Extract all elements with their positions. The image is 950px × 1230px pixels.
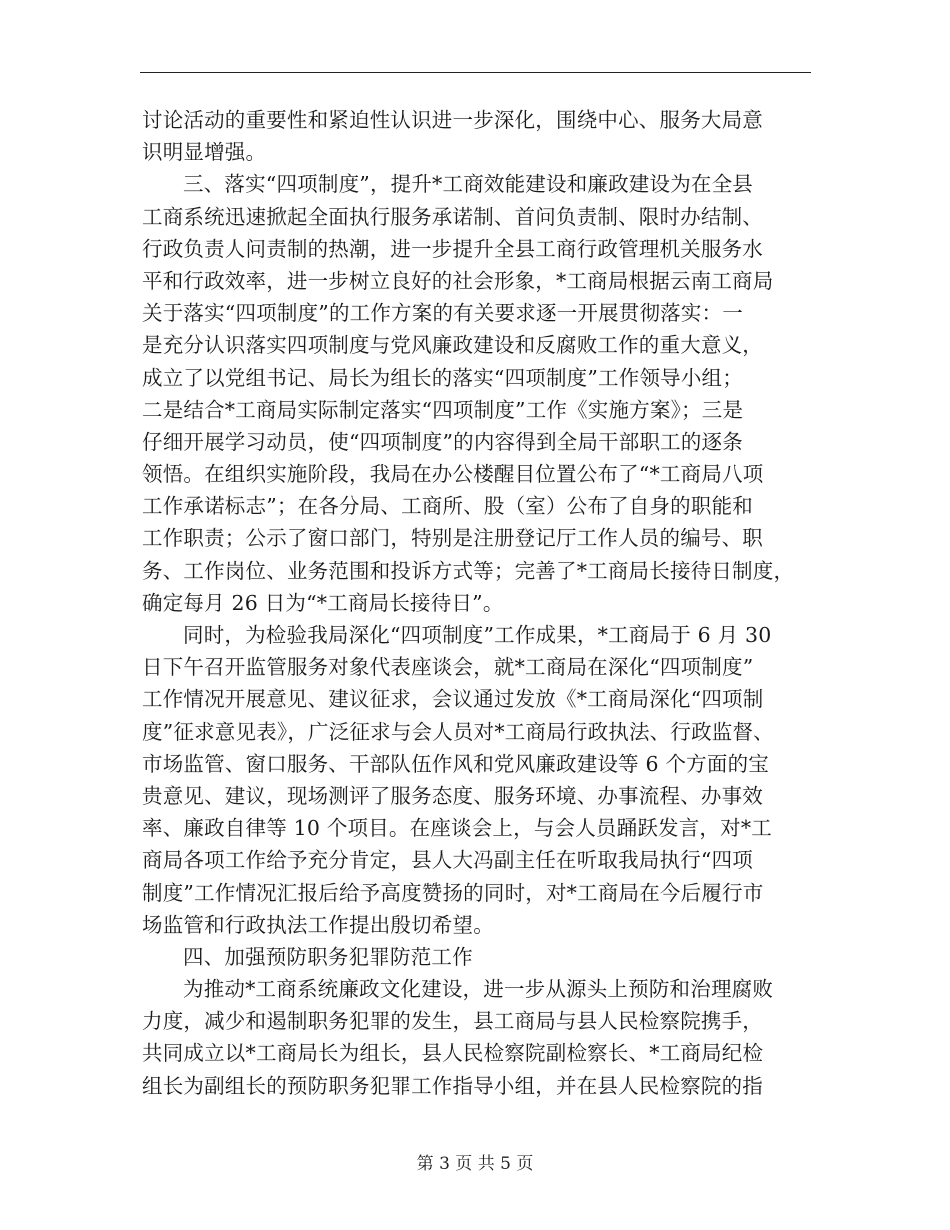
text-line: 是充分认识落实四项制度与党风廉政建设和反腐败工作的重大意义， — [142, 333, 763, 358]
text-line: 领悟。在组织实施阶段，我局在办公楼醒目位置公布了“*工商局八项 — [142, 462, 764, 487]
text-line: 平和行政效率，进一步树立良好的社会形象，*工商局根据云南工商局 — [142, 268, 774, 293]
text-line: 仔细开展学习动员，使“四项制度”的内容得到全局干部职工的逐条 — [142, 429, 743, 454]
text-line: 工作情况开展意见、建议征求，会议通过发放《*工商局深化“四项制 — [142, 687, 764, 712]
text-line: 商局各项工作给予充分肯定，县人大冯副主任在听取我局执行“四项 — [142, 848, 753, 873]
text-line: 行政负责人问责制的热潮，进一步提升全县工商行政管理机关服务水 — [142, 236, 763, 261]
text-line: 讨论活动的重要性和紧迫性认识进一步深化，围绕中心、服务大局意 — [142, 108, 763, 132]
text-line: 工作职责；公示了窗口部门，特别是注册登记厅工作人员的编号、职 — [142, 526, 763, 551]
text-line: 市场监管、窗口服务、干部队伍作风和党风廉政建设等 6 个方面的宝 — [142, 751, 769, 776]
text-line: 工作承诺标志”；在各分局、工商所、股（室）公布了自身的职能和 — [142, 494, 753, 519]
document-body — [142, 104, 814, 1102]
text-line: 成立了以党组书记、局长为组长的落实“四项制度”工作领导小组； — [142, 365, 743, 390]
text-line: 确定每月 26 日为“*工商局长接待日”。 — [142, 590, 504, 615]
text-line: 共同成立以*工商局长为组长，县人民检察院副检察长、*工商局纪检 — [142, 1041, 764, 1066]
text-line: 三、落实“四项制度”，提升*工商效能建设和廉政建设为在全县 — [183, 172, 754, 197]
text-line: 率、廉政自律等 10 个项目。在座谈会上，与会人员踊跃发言，对*工 — [142, 816, 772, 841]
text-line: 务、工作岗位、业务范围和投诉方式等；完善了*工商局长接待日制度， — [142, 558, 795, 583]
text-line: 为推动*工商系统廉政文化建设，进一步从源头上预防和治理腐败 — [183, 977, 774, 1002]
text-line: 力度，减少和遏制职务犯罪的发生，县工商局与县人民检察院携手， — [142, 1009, 763, 1034]
header-rule — [140, 72, 811, 73]
text-line: 四、加强预防职务犯罪防范工作 — [183, 944, 473, 969]
text-line: 关于落实“四项制度”的工作方案的有关要求逐一开展贯彻落实：一 — [142, 301, 743, 326]
text-line: 组长为副组长的预防职务犯罪工作指导小组，并在县人民检察院的指 — [142, 1073, 763, 1098]
text-line: 工商系统迅速掀起全面执行服务承诺制、首问负责制、限时办结制、 — [142, 204, 763, 229]
page-number-footer: 第 3 页 共 5 页 — [416, 1154, 534, 1174]
text-line: 日下午召开监管服务对象代表座谈会，就*工商局在深化“四项制度” — [142, 655, 754, 680]
text-line: 同时，为检验我局深化“四项制度”工作成果，*工商局于 6 月 30 — [183, 623, 772, 647]
text-line: 识明显增强。 — [142, 140, 267, 165]
text-line: 场监管和行政执法工作提出殷切希望。 — [142, 912, 494, 937]
text-line: 度”征求意见表》，广泛征求与会人员对*工商局行政执法、行政监督、 — [142, 719, 774, 744]
text-line: 贵意见、建议，现场测评了服务态度、服务环境、办事流程、办事效 — [142, 783, 763, 808]
text-line: 二是结合*工商局实际制定落实“四项制度”工作《实施方案》；三是 — [142, 397, 744, 422]
text-line: 制度”工作情况汇报后给予高度赞扬的同时，对*工商局在今后履行市 — [142, 880, 764, 905]
